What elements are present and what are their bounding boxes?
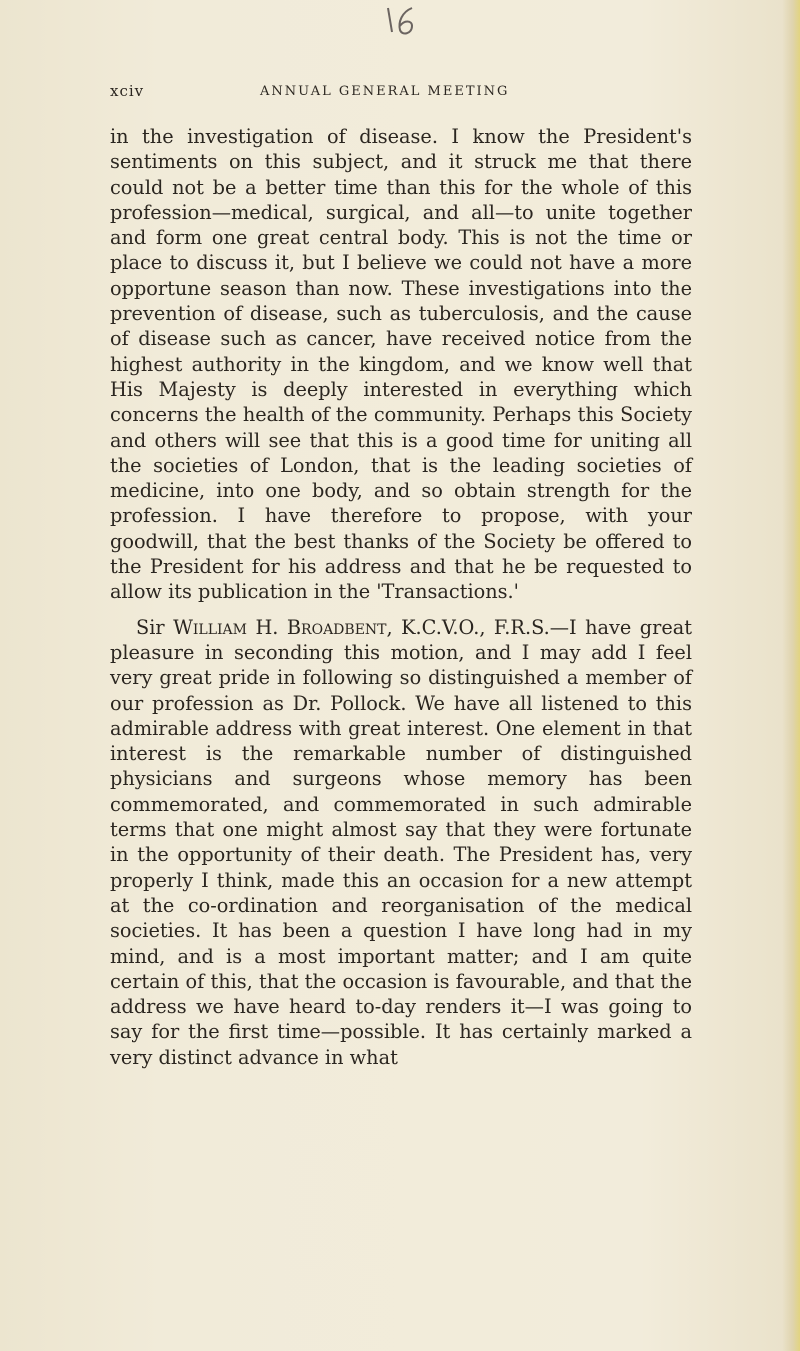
- paragraph-2-text: K.C.V.O., F.R.S.—I have great pleasure in seconding this motion, and I may add I feel very great pride in following so distinguished a member of our profession as Dr. Pollock. We have all listened to this admirable address with great interest. One element in that interest is the remarkable number of distinguished physicians and surgeons whose memory has been commemorated, and commemorated in such admirable terms that one might almost say that they were fortunate in the opportunity of their death. The President has, very properly I think, made this an occasion for a new attempt at the co-ordination and reorganisation of the medical societies. It has been a question I have long had in my mind, and is a most important matter; and I am quite certain of this, that the occasion is favourable, and that the address we have heard to-day renders it—I was going to say for the first time—possible. It has certainly marked a very distinct advance in what: [110, 615, 692, 1069]
- page-edge: [782, 0, 800, 1351]
- page-number: xciv: [110, 82, 145, 100]
- body-text: [110, 124, 692, 1070]
- speaker-prefix: Sir: [136, 615, 174, 639]
- paragraph-2: [110, 615, 692, 1070]
- paragraph-1: in the investigation of disease. I know the President's sentiments on this subject, and it struck me that there could not be a better time than this for the whole of this profession—medical, surgical, and all—to unite together and form one great central body. This is not the time or place to discuss it, but I believe we could not have a more opportune season than now. These investigations into the prevention of disease, such as tuberculosis, and the cause of disease such as cancer, have received notice from the highest authority in the kingdom, and we know well that His Majesty is deeply interested in everything which concerns the health of the community. Perhaps this Society and others will see that this is a good time for uniting all the societies of London, that is the leading societies of medicine, into one body, and so obtain strength for the profession. I have therefore to propose, with your goodwill, that the best thanks of the Society be offered to the President for his address and that he be requested to allow its publication in the 'Transactions.': [110, 125, 692, 604]
- speaker-name: William H. Broadbent,: [173, 615, 393, 639]
- running-head: ANNUAL GENERAL MEETING: [260, 84, 510, 99]
- pencil-page-mark: [382, 2, 422, 38]
- page-header: [110, 82, 690, 104]
